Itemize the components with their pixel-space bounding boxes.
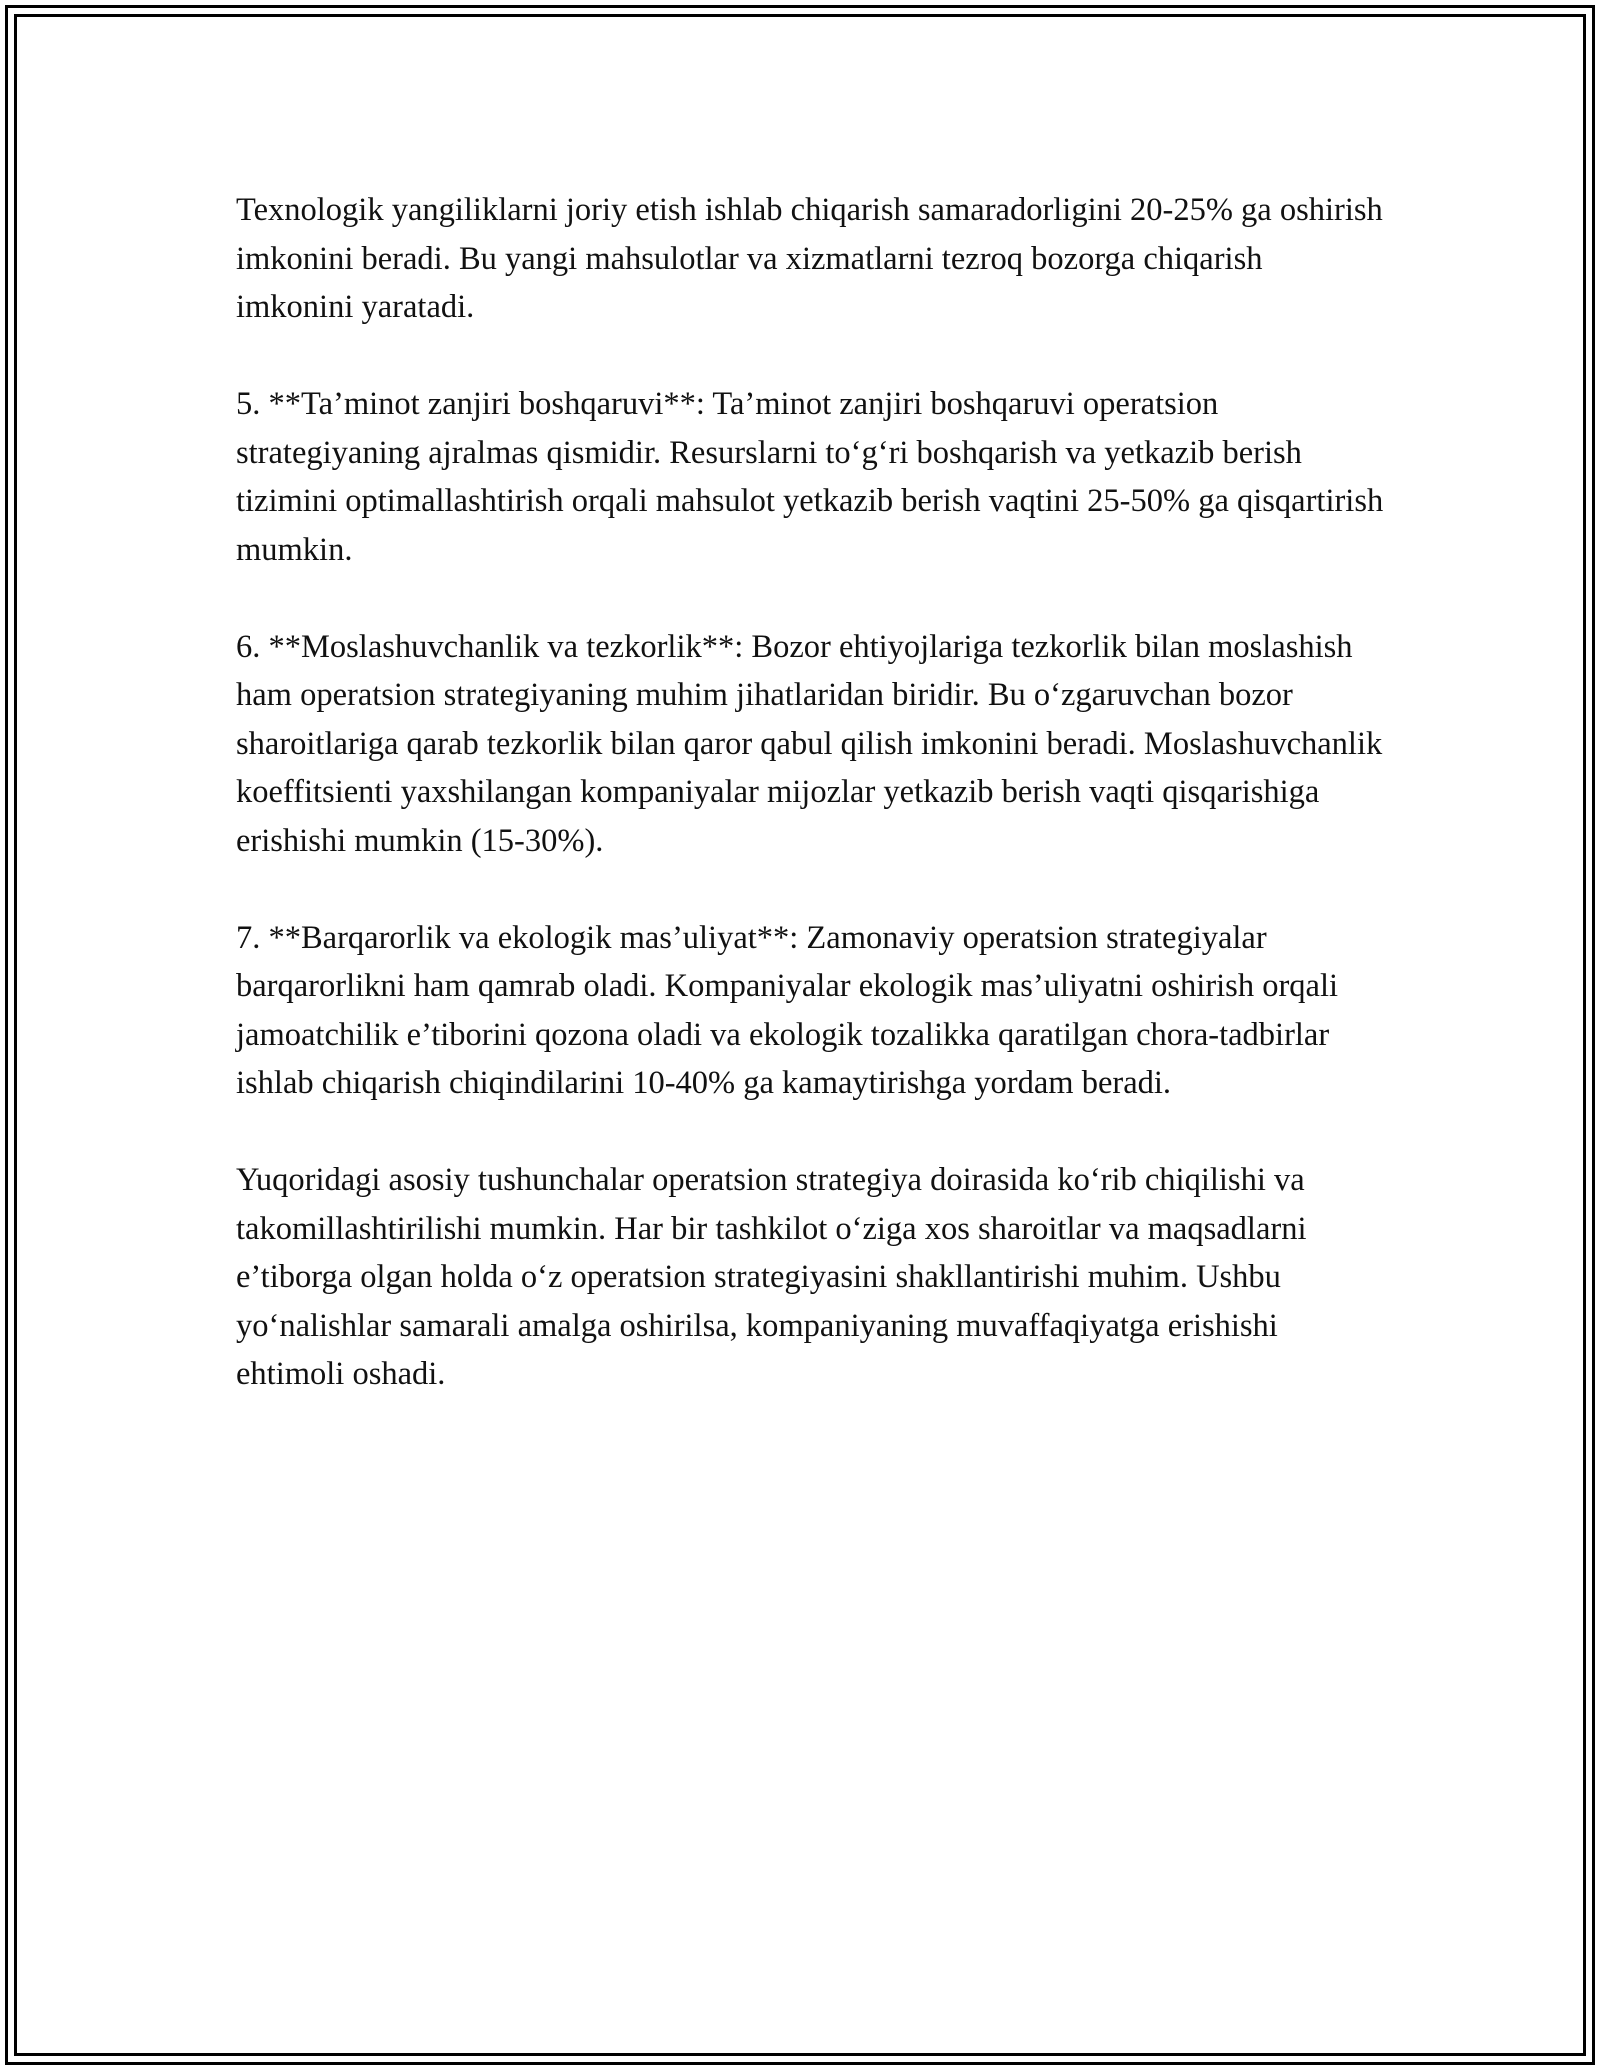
paragraph-technology: Texnologik yangiliklarni joriy etish ishlab chiqarish samaradorligini 20-25% ga oshirish imkonini beradi. Bu yangi mahsulotlar va xizmatlarni tezroq bozorga chiqarish imkonini yaratadi. xyxy=(236,192,1383,325)
document-body xyxy=(236,186,1386,1447)
paragraph-sustainability: 7. **Barqarorlik va ekologik mas’uliyat**: Zamonaviy operatsion strategiyalar barqarorlikni ham qamrab oladi. Kompaniyalar ekologik mas’uliyatni oshirish orqali jamoatchilik e’tiborini qozona oladi va ekologik tozalikka qaratilgan chora-tadbirlar ishlab chiqarish chiqindilarini 10-40% ga kamaytirishga yordam beradi. xyxy=(236,919,1339,1101)
paragraph-flexibility: 6. **Moslashuvchanlik va tezkorlik**: Bozor ehtiyojlariga tezkorlik bilan moslashish ham operatsion strategiyaning muhim jihatlaridan biridir. Bu o‘zgaruvchan bozor sharoitlariga qarab tezkorlik bilan qaror qabul qilish imkonini beradi. Moslashuvchanlik koeffitsienti yaxshilangan kompaniyalar mijozlar yetkazib berish vaqti qisqarishiga erishishi mumkin (15-30%). xyxy=(236,628,1383,859)
paragraph-conclusion: Yuqoridagi asosiy tushunchalar operatsion strategiya doirasida ko‘rib chiqilishi va takomillashtirilishi mumkin. Har bir tashkilot o‘ziga xos sharoitlar va maqsadlarni e’tiborga olgan holda o‘z operatsion strategiyasini shakllantirishi muhim. Ushbu yo‘nalishlar samarali amalga oshirilsa, kompaniyaning muvaffaqiyatga erishishi ehtimoli oshadi. xyxy=(236,1162,1307,1392)
paragraph-supply-chain: 5. **Ta’minot zanjiri boshqaruvi**: Ta’minot zanjiri boshqaruvi operatsion strategiyaning ajralmas qismidir. Resurslarni to‘g‘ri boshqarish va yetkazib berish tizimini optimallashtirish orqali mahsulot yetkazib berish vaqtini 25-50% ga qisqartirish mumkin. xyxy=(236,386,1384,568)
